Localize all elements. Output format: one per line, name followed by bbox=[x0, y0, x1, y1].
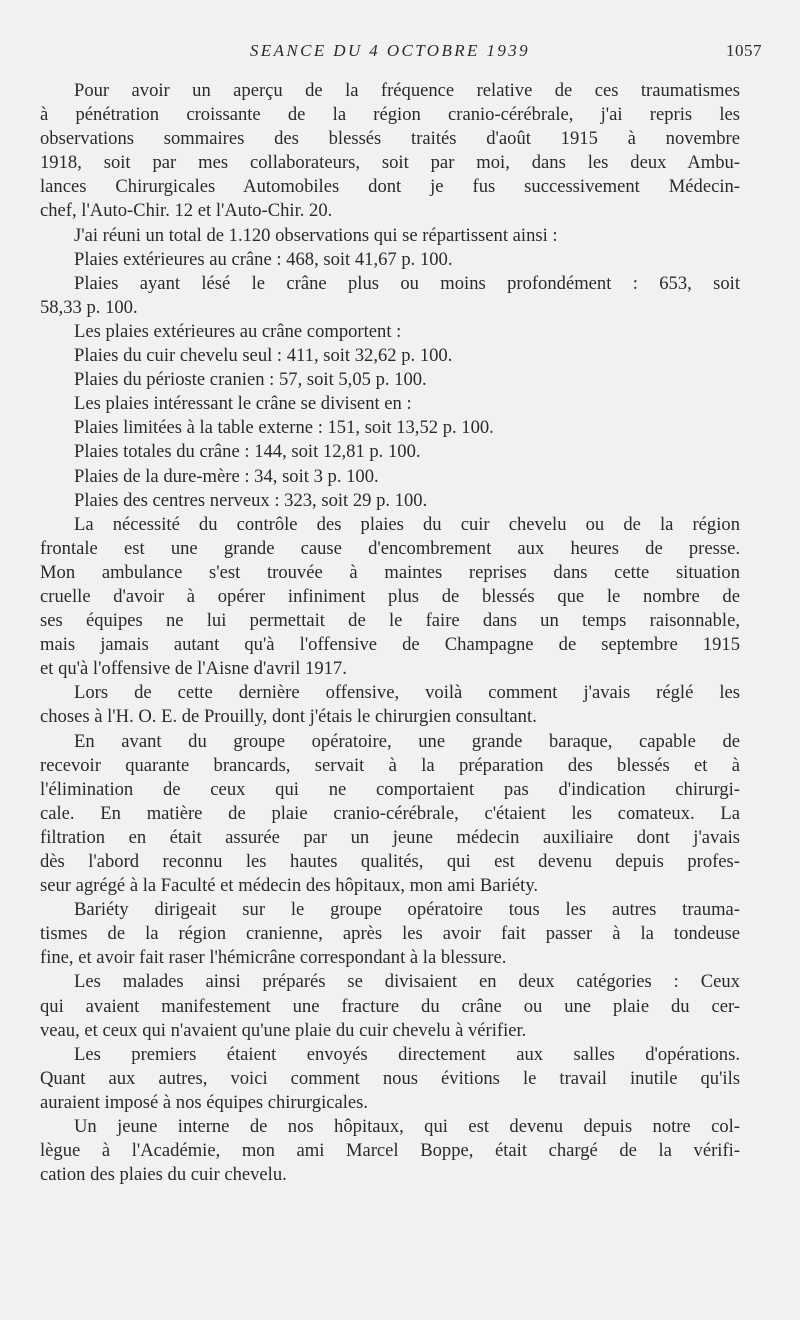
text-line: Plaies limitées à la table externe : 151, soit 13,52 p. 100. bbox=[74, 417, 494, 439]
text-line: Lors de cette dernière offensive, voilà comment j'avais réglé les bbox=[74, 682, 740, 704]
text-line: Plaies totales du crâne : 144, soit 12,81 p. 100. bbox=[74, 441, 421, 463]
paragraph bbox=[40, 681, 740, 729]
text-line: Mon ambulance s'est trouvée à maintes reprises dans cette situation bbox=[40, 561, 740, 583]
text-line: 58,33 p. 100. bbox=[40, 296, 138, 318]
body-text bbox=[40, 79, 740, 1187]
text-line: ses équipes ne lui permettait de le faire dans un temps raisonnable, bbox=[40, 610, 740, 632]
paragraph bbox=[40, 248, 740, 272]
paragraph bbox=[40, 272, 740, 320]
text-line: lances Chirurgicales Automobiles dont je fus successivement Médecin- bbox=[40, 176, 740, 198]
text-line: chef, l'Auto-Chir. 12 et l'Auto-Chir. 20. bbox=[40, 200, 333, 222]
paragraph bbox=[40, 392, 740, 416]
paragraph bbox=[40, 970, 740, 1042]
text-line: fine, et avoir fait raser l'hémicrâne correspondant à la blessure. bbox=[40, 947, 507, 969]
text-line: Un jeune interne de nos hôpitaux, qui est devenu depuis notre col- bbox=[74, 1116, 740, 1138]
text-line: J'ai réuni un total de 1.120 observations qui se répartissent ainsi : bbox=[74, 224, 558, 246]
paragraph bbox=[40, 368, 740, 392]
paragraph bbox=[40, 224, 740, 248]
text-line: Plaies ayant lésé le crâne plus ou moins profondément : 653, soit bbox=[74, 272, 740, 294]
text-line: tismes de la région cranienne, après les avoir fait passer à la tondeuse bbox=[40, 923, 740, 945]
text-line: La nécessité du contrôle des plaies du cuir chevelu ou de la région bbox=[74, 513, 740, 535]
text-line: Plaies du cuir chevelu seul : 411, soit 32,62 p. 100. bbox=[74, 345, 453, 367]
paragraph bbox=[40, 344, 740, 368]
text-line: cale. En matière de plaie cranio-cérébrale, c'étaient les comateux. La bbox=[40, 802, 740, 824]
text-line: cruelle d'avoir à opérer infiniment plus de blessés que le nombre de bbox=[40, 585, 740, 607]
paragraph bbox=[40, 730, 740, 899]
text-line: Les malades ainsi préparés se divisaient en deux catégories : Ceux bbox=[74, 971, 740, 993]
paragraph bbox=[40, 320, 740, 344]
paragraph bbox=[40, 79, 740, 224]
paragraph bbox=[40, 416, 740, 440]
paragraph bbox=[40, 1115, 740, 1187]
text-line: Plaies de la dure-mère : 34, soit 3 p. 100. bbox=[74, 465, 379, 487]
text-line: et qu'à l'offensive de l'Aisne d'avril 1917. bbox=[40, 658, 347, 680]
text-line: qui avaient manifestement une fracture du crâne ou une plaie du cer- bbox=[40, 995, 740, 1017]
text-line: cation des plaies du cuir chevelu. bbox=[40, 1164, 287, 1186]
text-line: observations sommaires des blessés traités d'août 1915 à novembre bbox=[40, 128, 740, 150]
text-line: Les premiers étaient envoyés directement aux salles d'opérations. bbox=[74, 1043, 740, 1065]
text-line: mais jamais autant qu'à l'offensive de Champagne de septembre 1915 bbox=[40, 634, 740, 656]
paragraph bbox=[40, 1043, 740, 1115]
text-line: Les plaies intéressant le crâne se divisent en : bbox=[74, 393, 412, 415]
text-line: l'élimination de ceux qui ne comportaient pas d'indication chirurgi- bbox=[40, 778, 740, 800]
text-line: auraient imposé à nos équipes chirurgicales. bbox=[40, 1091, 369, 1113]
text-line: Plaies du périoste cranien : 57, soit 5,05 p. 100. bbox=[74, 369, 427, 391]
running-header bbox=[40, 36, 762, 66]
text-line: veau, et ceux qui n'avaient qu'une plaie du cuir chevelu à vérifier. bbox=[40, 1019, 527, 1041]
text-line: recevoir quarante brancards, servait à la préparation des blessés et à bbox=[40, 754, 740, 776]
text-line: filtration en était assurée par un jeune médecin auxiliaire dont j'avais bbox=[40, 826, 740, 848]
paragraph bbox=[40, 440, 740, 464]
text-line: Bariéty dirigeait sur le groupe opératoire tous les autres trauma- bbox=[74, 899, 740, 921]
text-line: choses à l'H. O. E. de Prouilly, dont j'étais le chirurgien consultant. bbox=[40, 706, 537, 728]
text-line: Pour avoir un aperçu de la fréquence relative de ces traumatismes bbox=[74, 80, 740, 101]
running-title: SEANCE DU 4 OCTOBRE 1939 bbox=[249, 41, 531, 60]
text-line: Les plaies extérieures au crâne comportent : bbox=[74, 320, 402, 342]
text-line: dès l'abord reconnu les hautes qualités, qui est devenu depuis profes- bbox=[40, 851, 740, 872]
paragraph bbox=[40, 465, 740, 489]
page-number: 1057 bbox=[726, 41, 762, 60]
text-line: à pénétration croissante de la région cranio-cérébrale, j'ai repris les bbox=[40, 104, 740, 126]
paragraph bbox=[40, 513, 740, 682]
text-line: 1918, soit par mes collaborateurs, soit par moi, dans les deux Ambu- bbox=[40, 152, 740, 174]
paragraph bbox=[40, 489, 740, 513]
text-line: frontale est une grande cause d'encombrement aux heures de presse. bbox=[40, 537, 740, 559]
text-line: En avant du groupe opératoire, une grande baraque, capable de bbox=[74, 730, 740, 752]
text-line: Plaies des centres nerveux : 323, soit 29 p. 100. bbox=[74, 489, 428, 511]
text-line: Plaies extérieures au crâne : 468, soit 41,67 p. 100. bbox=[74, 248, 453, 270]
text-line: Quant aux autres, voici comment nous évitions le travail inutile qu'ils bbox=[40, 1067, 740, 1089]
paragraph bbox=[40, 898, 740, 970]
text-line: seur agrégé à la Faculté et médecin des hôpitaux, mon ami Bariéty. bbox=[40, 875, 539, 897]
text-line: lègue à l'Académie, mon ami Marcel Boppe, était chargé de la vérifi- bbox=[40, 1140, 740, 1162]
